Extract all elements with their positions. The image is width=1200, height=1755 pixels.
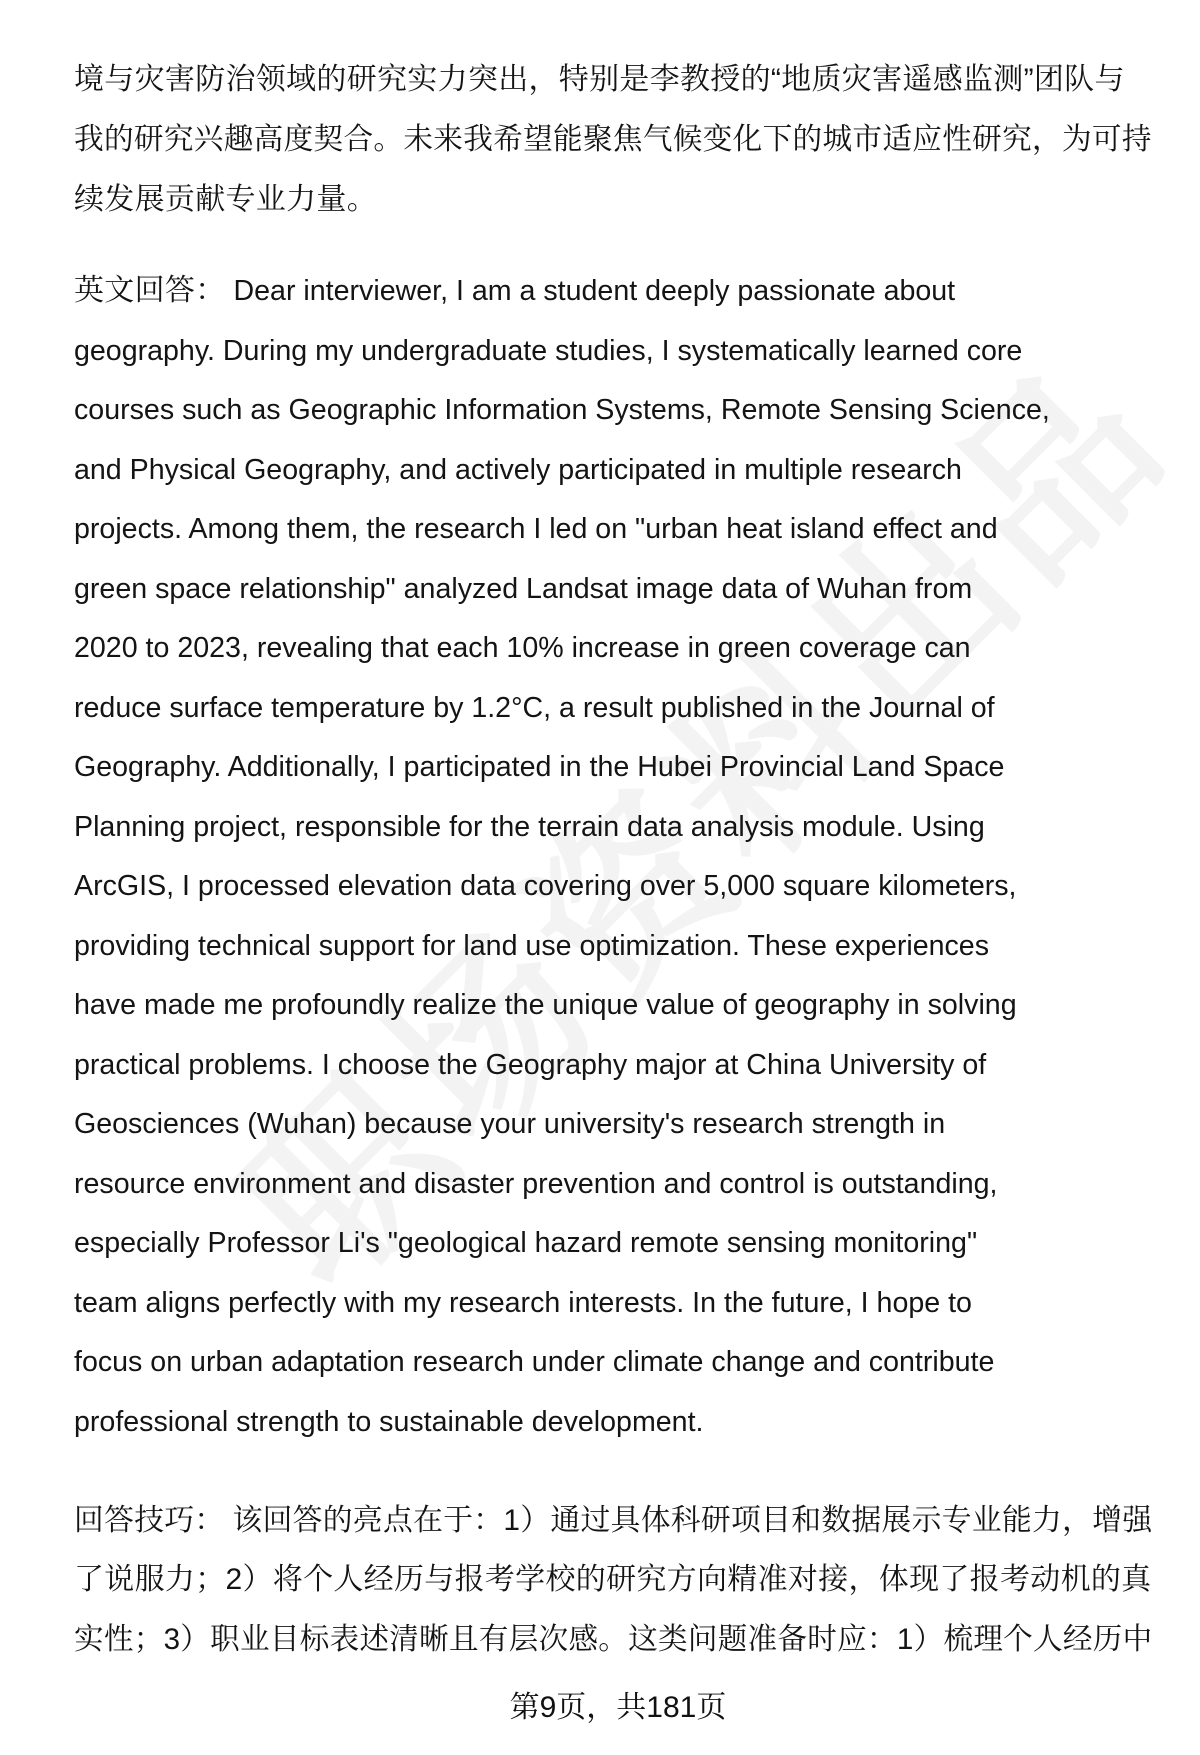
english-answer-first-line: [74, 261, 955, 321]
answer-tips-first-line: [74, 1491, 1152, 1551]
english-answer-label: 英文回答：: [74, 274, 226, 307]
english-answer-line: resource environment and disaster prevention and control is outstanding,: [74, 1167, 998, 1200]
english-answer-line: reduce surface temperature by 1.2°C, a result published in the Journal of: [74, 691, 995, 724]
english-answer-line: Geosciences (Wuhan) because your university's research strength in: [74, 1108, 946, 1140]
english-answer-line: Geography. Additionally, I participated in the Hubei Provincial Land Space: [74, 751, 1005, 783]
intro-line: 续发展贡献专业力量。: [74, 183, 377, 216]
answer-tips-line: 实性；3）职业目标表述清晰且有层次感。这类问题准备时应：1）梳理个人经历中: [74, 1623, 1153, 1656]
english-answer-line: and Physical Geography, and actively participated in multiple research: [74, 453, 962, 486]
answer-tips-text: 该回答的亮点在于：1）通过具体科研项目和数据展示专业能力，增强: [232, 1504, 1153, 1537]
intro-line: 境与灾害防治领域的研究实力突出，特别是李教授的“地质灾害遥感监测”团队与: [74, 63, 1125, 96]
english-answer-line: ArcGIS, I processed elevation data covering over 5,000 square kilometers,: [74, 870, 1017, 902]
english-answer-line: courses such as Geographic Information Systems, Remote Sensing Science,: [74, 394, 1050, 426]
english-answer-line: have made me profoundly realize the unique value of geography in solving: [74, 989, 1017, 1021]
english-answer-line: 2020 to 2023, revealing that each 10% increase in green coverage can: [74, 632, 971, 664]
english-answer-line: Planning project, responsible for the terrain data analysis module. Using: [74, 810, 985, 843]
page-footer: [0, 1678, 1200, 1738]
page-number-label: 第9页，共181页: [509, 1691, 727, 1724]
english-answer-line: green space relationship" analyzed Landsat image data of Wuhan from: [74, 572, 973, 605]
answer-tips-line: 了说服力；2）将个人经历与报考学校的研究方向精准对接，体现了报考动机的真: [74, 1563, 1152, 1596]
english-answer-line: focus on urban adaptation research under climate change and contribute: [74, 1346, 995, 1378]
answer-tips-label: 回答技巧：: [74, 1504, 225, 1537]
english-answer-line: providing technical support for land use optimization. These experiences: [74, 929, 989, 962]
english-answer-line: team aligns perfectly with my research interests. In the future, I hope to: [74, 1286, 972, 1319]
intro-line: 我的研究兴趣高度契合。未来我希望能聚焦气候变化下的城市适应性研究，为可持: [74, 123, 1152, 156]
english-answer-text: Dear interviewer, I am a student deeply passionate about: [233, 275, 956, 307]
english-answer-line: practical problems. I choose the Geography major at China University of: [74, 1048, 987, 1081]
english-answer-line: projects. Among them, the research I led on "urban heat island effect and: [74, 513, 998, 545]
english-answer-line: especially Professor Li's "geological hazard remote sensing monitoring": [74, 1227, 978, 1259]
english-answer-line: geography. During my undergraduate studies, I systematically learned core: [74, 334, 1023, 367]
english-answer-line: professional strength to sustainable development.: [74, 1405, 704, 1438]
